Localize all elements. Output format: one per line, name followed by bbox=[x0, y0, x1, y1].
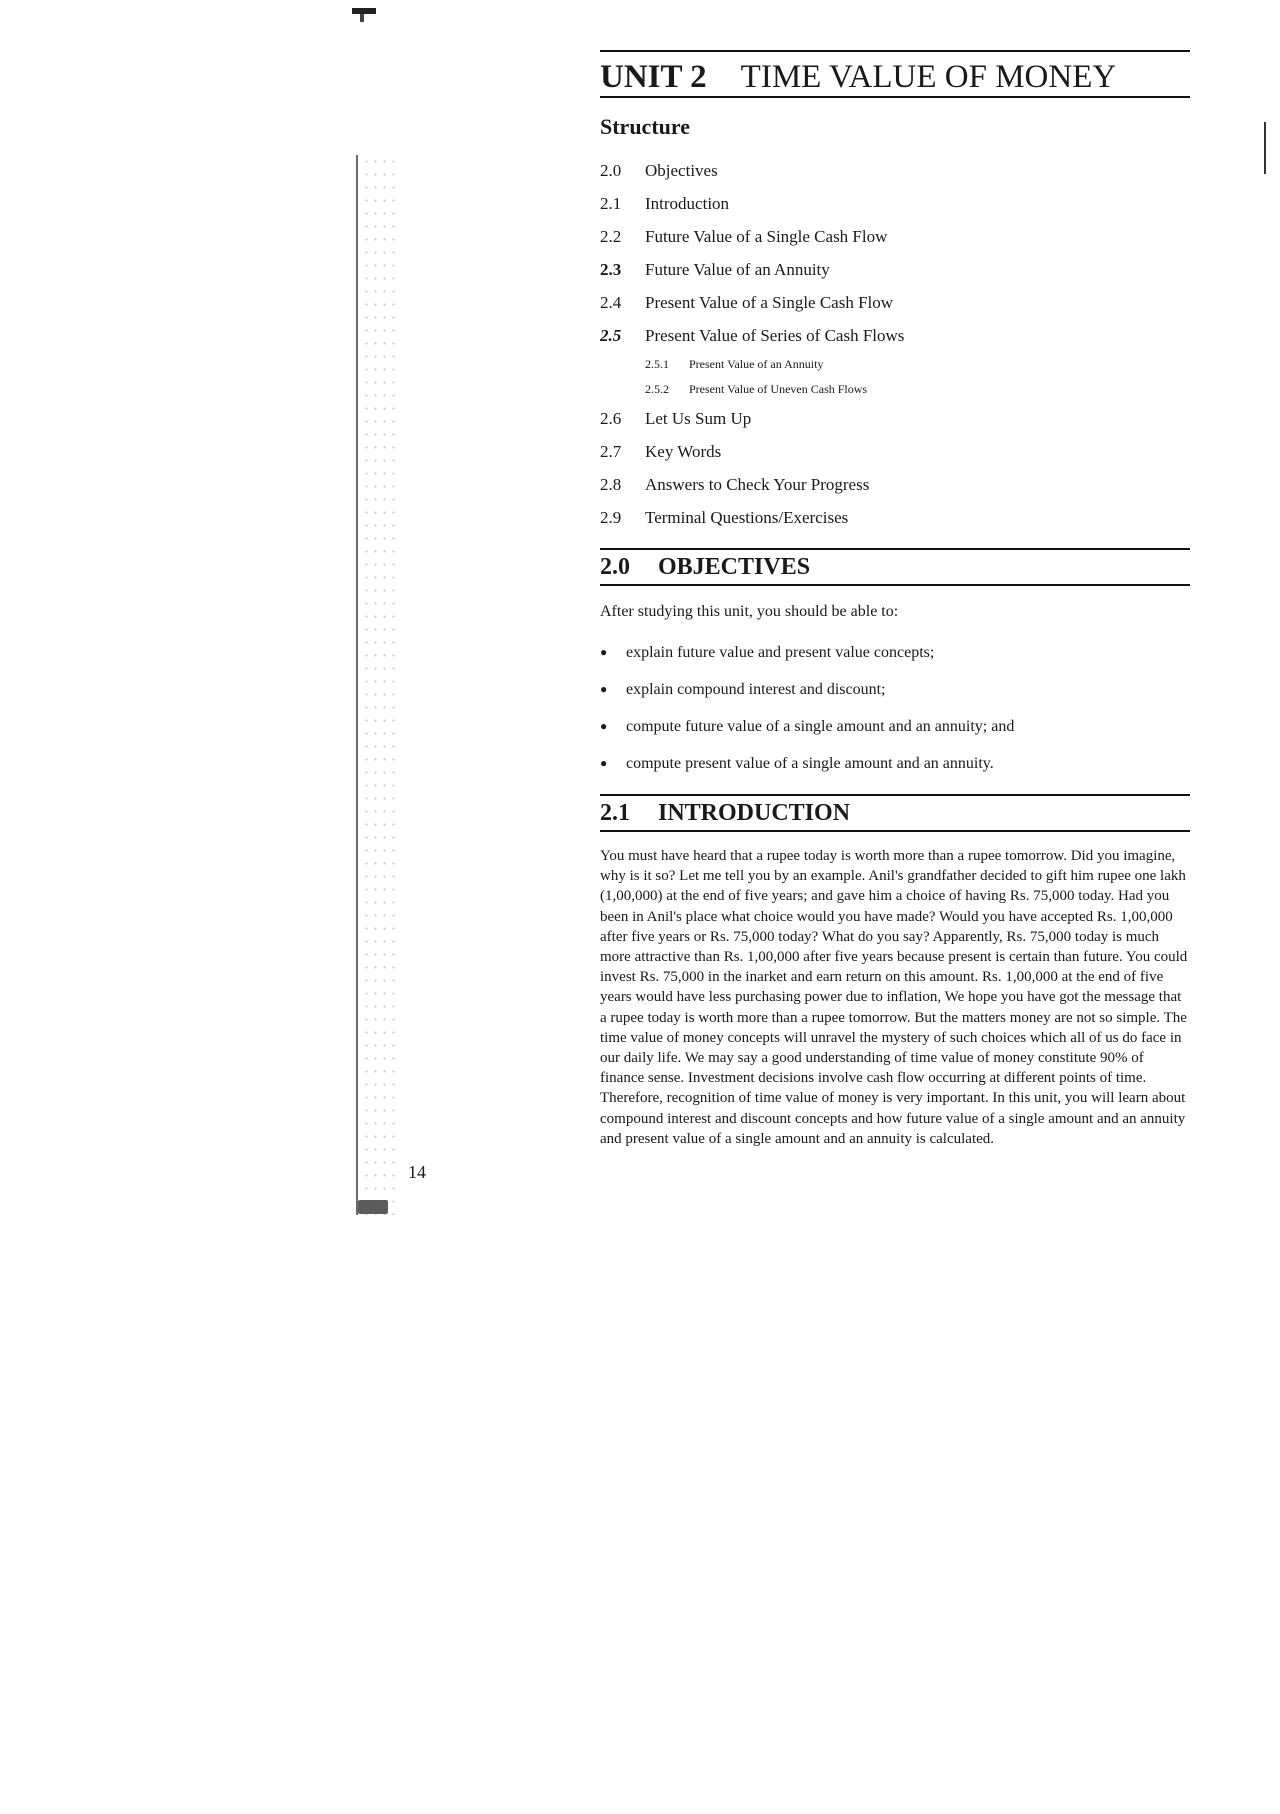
binding-scan-blot bbox=[358, 1200, 388, 1214]
toc-subnumber: 2.5.2 bbox=[645, 382, 669, 396]
toc-number: 2.5 bbox=[600, 325, 622, 345]
objective-text: compute present value of a single amount and an annuity. bbox=[626, 754, 994, 772]
toc-number: 2.9 bbox=[600, 507, 622, 527]
unit-number: UNIT 2 bbox=[600, 59, 707, 95]
section-number: 2.1 bbox=[600, 799, 630, 826]
bullet-icon: ● bbox=[600, 645, 608, 659]
toc-number: 2.2 bbox=[600, 226, 622, 246]
toc-subitem bbox=[600, 352, 1190, 377]
objective-item bbox=[600, 671, 1190, 708]
objective-text: explain compound interest and discount; bbox=[626, 680, 886, 698]
toc-number: 2.6 bbox=[600, 408, 622, 428]
toc-label: Let Us Sum Up bbox=[645, 408, 752, 428]
objectives-list bbox=[600, 634, 1190, 782]
objective-item bbox=[600, 634, 1190, 671]
toc-item bbox=[600, 187, 1190, 220]
toc-item bbox=[600, 220, 1190, 253]
toc-label: Present Value of Series of Cash Flows bbox=[645, 325, 905, 345]
structure-list bbox=[600, 154, 1190, 534]
objective-text: explain future value and present value concepts; bbox=[626, 643, 935, 661]
toc-sublabel: Present Value of Uneven Cash Flows bbox=[689, 382, 868, 396]
objective-item bbox=[600, 708, 1190, 745]
toc-label: Future Value of a Single Cash Flow bbox=[645, 226, 888, 246]
toc-label: Objectives bbox=[645, 160, 718, 180]
toc-label: Introduction bbox=[645, 193, 730, 213]
toc-subnumber: 2.5.1 bbox=[645, 357, 669, 371]
toc-number: 2.0 bbox=[600, 160, 622, 180]
toc-label: Answers to Check Your Progress bbox=[645, 474, 870, 494]
toc-item bbox=[600, 286, 1190, 319]
bullet-icon: ● bbox=[600, 682, 608, 696]
objectives-intro: After studying this unit, you should be able to: bbox=[600, 603, 899, 620]
toc-label: Future Value of an Annuity bbox=[645, 259, 830, 279]
toc-number: 2.7 bbox=[600, 441, 622, 461]
page-content bbox=[600, 50, 1190, 1149]
unit-title bbox=[600, 50, 1190, 98]
margin-mark bbox=[1264, 122, 1266, 174]
toc-item bbox=[600, 435, 1190, 468]
binding-scan-noise bbox=[362, 155, 398, 1215]
bullet-icon: ● bbox=[600, 719, 608, 733]
toc-subitem bbox=[600, 377, 1190, 402]
corner-crop-mark bbox=[352, 8, 376, 14]
toc-number: 2.1 bbox=[600, 193, 622, 213]
toc-item bbox=[600, 154, 1190, 187]
section-title: INTRODUCTION bbox=[658, 799, 851, 826]
toc-number: 2.8 bbox=[600, 474, 622, 494]
section-number: 2.0 bbox=[600, 553, 630, 580]
unit-title-text: TIME VALUE OF MONEY bbox=[740, 59, 1117, 95]
toc-number: 2.4 bbox=[600, 292, 622, 312]
bullet-icon: ● bbox=[600, 756, 608, 770]
objective-item bbox=[600, 745, 1190, 782]
toc-number: 2.3 bbox=[600, 259, 622, 279]
introduction-body: You must have heard that a rupee today is worth more than a rupee tomorrow. Did you imagine, why is it so? Let me tell you by an example. Anil's grandfather decided to gift him rupee one lakh (1,00,000) at the end of five years; and gave him a choice of having Rs. 75,000 today. Had you been in Anil's place what choice would you have made? Would you have accepted Rs. 1,00,000 after five years or Rs. 75,000 today? What do you say? Apparently, Rs. 75,000 today is much more attractive than Rs. 1,00,000 after five years because present is certain than future. You could invest Rs. 75,000 in the inarket and earn return on this amount. Rs. 1,00,000 at the end of five years would have less purchasing power due to inflation, We hope you have got the message that a rupee today is worth more than a rupee tomorrow. But the matters money are not so simple. The time value of money concepts will unravel the mystery of such choices which all of us do face in our daily life. We may say a good understanding of time value of money constitute 90% of finance sense. Investment decisions involve cash flow occurring at different points of time. Therefore, recognition of time value of money is very important. In this unit, you will learn about compound interest and discount concepts and how future value of a single amount and an annuity and present value of a single amount and an annuity is calculated. bbox=[600, 848, 1188, 1147]
toc-item bbox=[600, 319, 1190, 352]
section-title: OBJECTIVES bbox=[658, 553, 811, 580]
introduction-heading bbox=[600, 794, 1190, 832]
structure-heading: Structure bbox=[600, 114, 691, 139]
toc-item bbox=[600, 402, 1190, 435]
toc-item bbox=[600, 253, 1190, 286]
toc-label: Terminal Questions/Exercises bbox=[645, 507, 849, 527]
toc-item bbox=[600, 501, 1190, 534]
toc-item bbox=[600, 468, 1190, 501]
toc-label: Key Words bbox=[645, 441, 722, 461]
page-number: 14 bbox=[408, 1162, 426, 1182]
toc-label: Present Value of a Single Cash Flow bbox=[645, 292, 894, 312]
binding-edge-line bbox=[356, 155, 358, 1215]
toc-sublabel: Present Value of an Annuity bbox=[689, 357, 824, 371]
objective-text: compute future value of a single amount and an annuity; and bbox=[626, 717, 1015, 735]
objectives-heading bbox=[600, 548, 1190, 586]
